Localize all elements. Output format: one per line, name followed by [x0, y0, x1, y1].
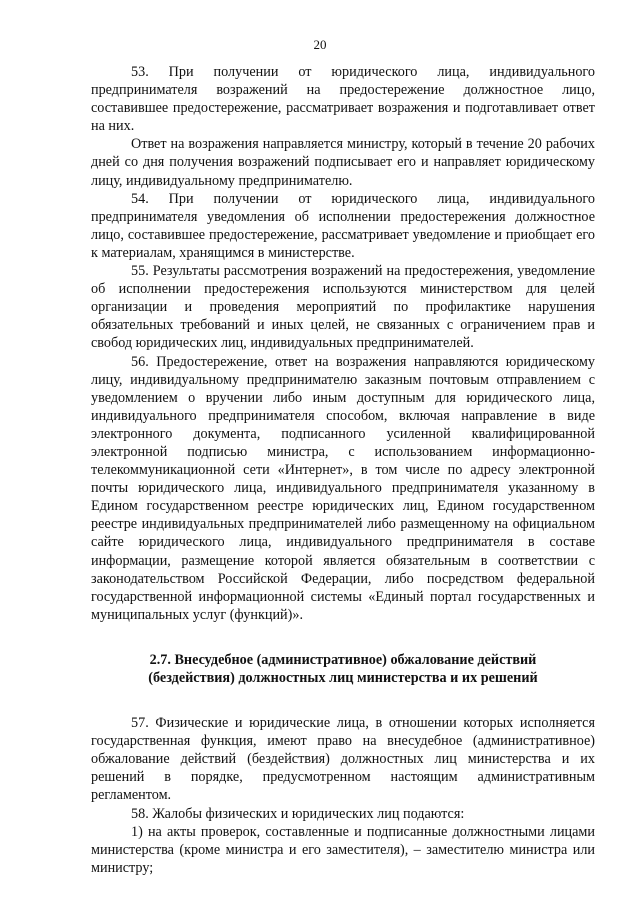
section-heading-line-1: 2.7. Внесудебное (административное) обжалование действий [149, 651, 537, 668]
section-heading-line-2: (бездействия) должностных лиц министерства и их решений [148, 670, 538, 686]
paragraph-53: 53. При получении от юридического лица, индивидуального предпринимателя возражений на предостережение должностное лицо, составившее предостережение, рассматривает возражения и подготавливает ответ на них. [91, 64, 595, 135]
page-number: 20 [313, 37, 327, 52]
section-heading [91, 651, 595, 687]
paragraph-57: 57. Физические и юридические лица, в отношении которых исполняется государственная функция, имеют право на внесудебное (административное) обжалование действий (бездействия) должностных лиц министерства и их решений в порядке, предусмотренном настоящим административным регламентом. [91, 715, 595, 804]
paragraph-response: Ответ на возражения направляется министру, который в течение 20 рабочих дней со дня получения возражений подписывает его и направляет юридическому лицу, индивидуальному предпринимателю. [91, 136, 595, 189]
document-body [91, 63, 595, 877]
paragraph-55: 55. Результаты рассмотрения возражений на предостережения, уведомление об исполнении предостережения используются министерством для целей организации и проведения мероприятий по профилактике нарушения обязательных требований и иных целей, не связанных с ограничением прав и свобод юридических лиц, индивидуальных предпринимателей. [91, 263, 595, 352]
paragraph-54: 54. При получении от юридического лица, индивидуального предпринимателя уведомления об исполнении предостережения должностное лицо, составившее предостережение, рассматривает уведомление и приобщает его к материалам, хранящимся в министерстве. [91, 190, 595, 261]
list-item-1: 1) на акты проверок, составленные и подписанные должностными лицами министерства (кроме министра и его заместителя), – заместителю министра или министру; [91, 823, 595, 876]
paragraph-58: 58. Жалобы физических и юридических лиц подаются: [131, 805, 465, 822]
paragraph-56: 56. Предостережение, ответ на возражения направляются юридическому лицу, индивидуальному предпринимателю заказным почтовым отправлением с уведомлением о вручении либо иным доступным для юридического лица, индивидуального предпринимателя способом, включая направление в виде электронного документа, подписанного усиленной квалифицированной электронной подписью министра, с использованием информационно-телекоммуникационной сети «Интернет», в том числе по адресу электронной почты юридического лица, индивидуального предпринимателя указанному в Едином государственном реестре юридических лиц, Едином государственном реестре индивидуальных предпринимателей либо размещенному на официальном сайте юридического лица, индивидуального предпринимателя в составе информации, размещение которой является обязательным в соответствии с законодательством Российской Федерации, либо посредством федеральной государственной информационной системы «Единый портал государственных и муниципальных услуг (функций)». [91, 353, 595, 623]
